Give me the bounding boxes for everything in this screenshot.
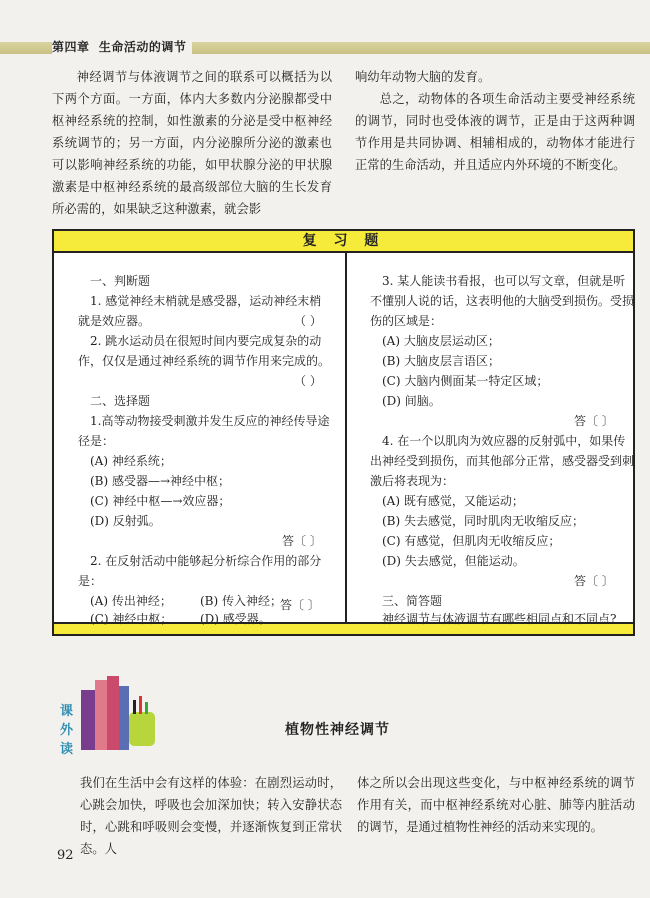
review-option: (D) 失去感觉，但能运动。 xyxy=(382,554,525,568)
body-paragraph: 总之，动物体的各项生命活动主要受神经系统的调节，同时也受体液的调节，正是由于这两种调节作用是共同协调、相辅相成的，动物体才能进行正常的生命活动，并且适应内外环境的不断变化。 xyxy=(355,92,635,172)
chapter-title xyxy=(52,38,192,55)
review-question-line: 作，仅仅是通过神经系统的调节作用来完成的。 xyxy=(78,354,331,368)
review-title: 复 习 题 xyxy=(54,231,633,253)
review-option: (B) 感受器—→神经中枢； xyxy=(90,474,231,488)
reading-title: 植物性神经调节 xyxy=(285,722,390,738)
answer-bracket: 答〔 〕 xyxy=(574,574,614,588)
review-option: (A) 传出神经； xyxy=(90,594,172,608)
review-option: (A) 神经系统； xyxy=(90,454,172,468)
body-paragraph: 神经调节与体液调节之间的联系可以概括为以下两个方面。一方面，体内大多数内分泌腺都受中枢神经系统的控制，如性激素的分泌是受中枢神经系统调节的；另一方面，内分泌腺所分泌的激素也可以影响神经系统的功能，如甲状腺分泌的甲状腺激素是中枢神经系统的最高级部位大脑的生长发育所必需的，如果缺乏这种激素，就会影 xyxy=(52,70,332,216)
body-paragraph: 响幼年动物大脑的发育。 xyxy=(355,70,491,84)
answer-bracket: 答〔 〕 xyxy=(282,534,322,548)
page-number: 92 xyxy=(57,848,74,863)
review-question-line: 2. 跳水运动员在很短时间内要完成复杂的动 xyxy=(90,334,322,348)
chapter-name: 生命活动的调节 xyxy=(98,40,187,54)
body-right-column xyxy=(355,66,635,176)
review-section-heading: 一、判断题 xyxy=(90,274,151,288)
reading-left-column: 我们在生活中会有这样的体验：在剧烈运动时，心跳会加快，呼吸也会加深加快；转入安静状态时，心跳和呼吸则会变慢，并逐渐恢复到正常状态。人 xyxy=(80,776,342,856)
answer-parentheses: （ ） xyxy=(294,314,322,328)
chapter-number: 第四章 xyxy=(52,40,90,54)
review-option: (D) 间脑。 xyxy=(382,394,441,408)
review-question-line: 出神经受到损伤，而其他部分正常，感受器受到刺 xyxy=(370,454,635,468)
review-option: (A) 既有感觉，又能运动； xyxy=(382,494,524,508)
review-option: (C) 大脑内侧面某一特定区域； xyxy=(382,374,549,388)
sidebar-label-char: 课 xyxy=(60,704,74,719)
review-box xyxy=(52,229,635,636)
review-question-line: 3. 某人能读书看报，也可以写文章，但就是听 xyxy=(382,274,626,288)
body-left-column xyxy=(52,66,332,220)
review-option: (C) 有感觉，但肌肉无收缩反应； xyxy=(382,534,561,548)
review-question-line: 伤的区域是： xyxy=(370,314,443,328)
review-question-line: 2. 在反射活动中能够起分析综合作用的部分 xyxy=(90,554,322,568)
answer-parentheses: （ ） xyxy=(294,374,322,388)
review-question-line: 1. 感觉神经末梢就是感受器，运动神经末梢 xyxy=(90,294,322,308)
review-option: (A) 大脑皮层运动区； xyxy=(382,334,500,348)
review-option: (D) 反射弧。 xyxy=(90,514,161,528)
review-question-line: 4. 在一个以肌肉为效应器的反射弧中，如果传 xyxy=(382,434,626,448)
review-option: (C) 神经中枢—→效应器； xyxy=(90,494,231,508)
review-question-line: 神经调节与体液调节有哪些相同点和不同点? xyxy=(382,612,617,626)
review-question-line: 是： xyxy=(78,574,103,588)
review-section-heading: 三、简答题 xyxy=(382,594,443,608)
review-question-line: 径是： xyxy=(78,434,115,448)
review-option: (B) 大脑皮层言语区； xyxy=(382,354,500,368)
review-option: (B) 失去感觉，同时肌肉无收缩反应； xyxy=(382,514,584,528)
review-option: (D) 感受器。 xyxy=(200,612,271,626)
page-header xyxy=(0,20,650,60)
review-option: (C) 神经中枢； xyxy=(90,612,173,626)
review-question-line: 不懂别人说的话，这表明他的大脑受到损伤。受损 xyxy=(370,294,635,308)
review-section-heading: 二、选择题 xyxy=(90,394,151,408)
answer-bracket: 答〔 〕 xyxy=(280,598,320,612)
answer-bracket: 答〔 〕 xyxy=(574,414,614,428)
sidebar-label-char: 外 xyxy=(60,723,74,738)
review-divider xyxy=(345,253,347,634)
review-question-line: 激后将表现为： xyxy=(370,474,455,488)
review-question-line: 1.高等动物接受刺激并发生反应的神经传导途 xyxy=(90,414,330,428)
sidebar-label-char: 读 xyxy=(60,742,74,757)
books-illustration xyxy=(75,672,165,752)
books-icon xyxy=(75,672,165,752)
review-question-line: 就是效应器。 xyxy=(78,314,151,328)
review-option: (B) 传入神经； xyxy=(200,594,282,608)
reading-right-column: 体之所以会出现这些变化，与中枢神经系统的调节作用有关，而中枢神经系统对心脏、肺等内脏活动的调节，是通过植物性神经的活动来实现的。 xyxy=(357,776,635,834)
